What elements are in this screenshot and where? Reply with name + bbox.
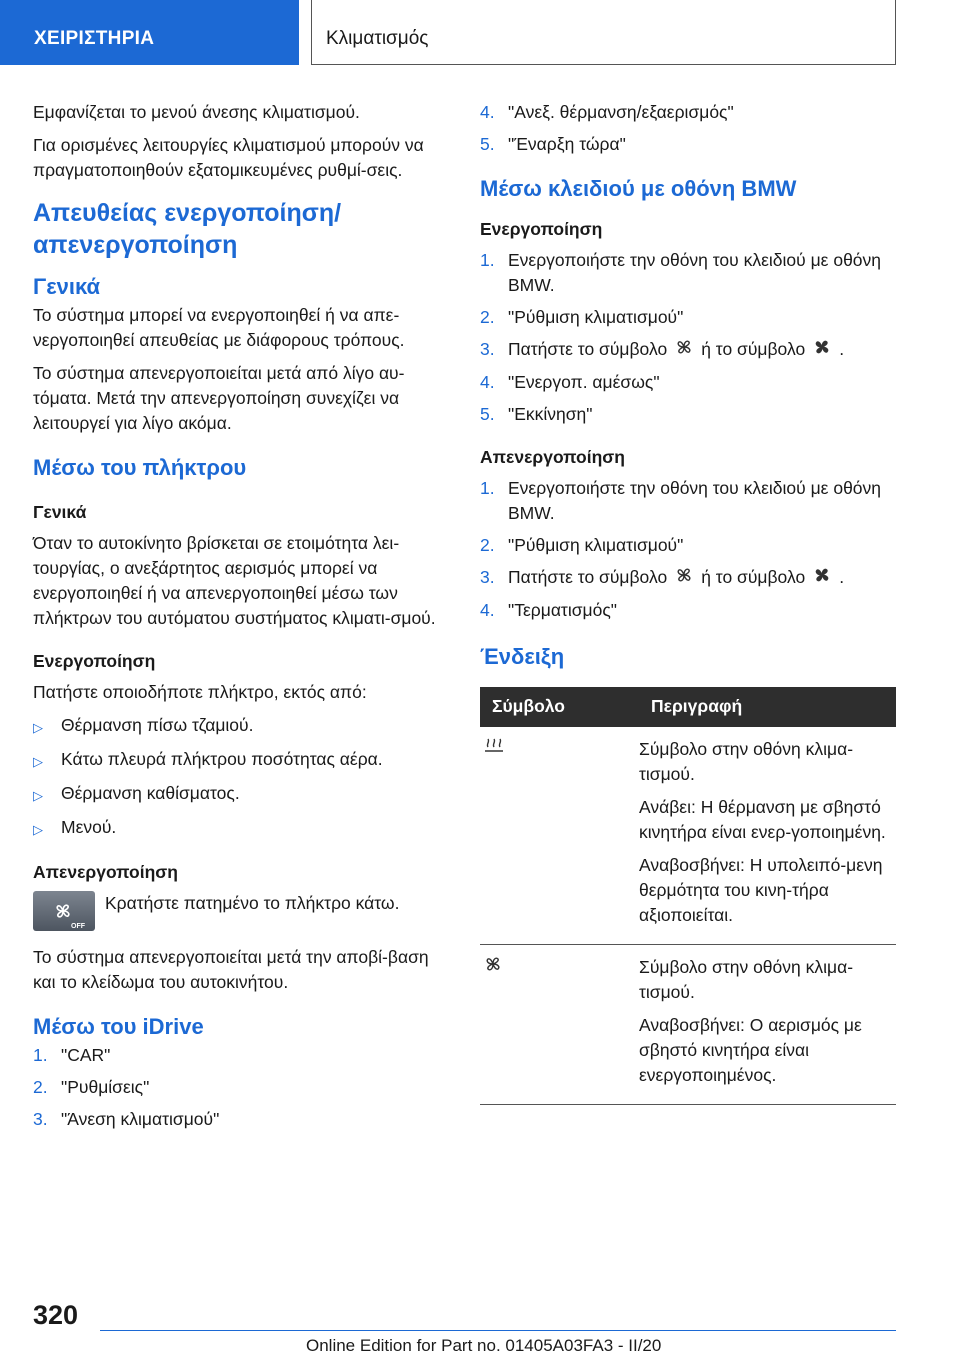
bullet-item [33, 747, 449, 774]
subsection-heading: Γενικά [33, 274, 101, 299]
step-list [480, 476, 896, 623]
intro-text: Για ορισμένες λειτουργίες κλιματισμού μπορούν να πραγματοποιηθούν εξατομικευμένες ρυθμί-σεις. [33, 135, 424, 180]
step-text: "Ρυθμίσεις" [61, 1077, 150, 1097]
paragraph: Το σύστημα απενεργοποιείται μετά την αποβί-βαση και το κλείδωμα του αυτοκινήτου. [33, 947, 429, 992]
step-item [480, 305, 896, 330]
step-text-pre: Πατήστε το σύμβολο [508, 566, 668, 587]
bullet-list [33, 713, 449, 842]
label-heading: Απενεργοποίηση [33, 862, 178, 882]
right-column [480, 100, 896, 1105]
bullet-item [33, 781, 449, 808]
ventilation-icon [484, 957, 502, 977]
step-number: 5. [480, 134, 495, 154]
chapter-title: Κλιματισμός [311, 0, 896, 65]
description-cell [639, 727, 896, 945]
step-text: "Εκκίνηση" [508, 403, 593, 424]
step-text [508, 565, 844, 591]
ventilation-active-icon [813, 566, 831, 591]
step-text: "CAR" [61, 1045, 111, 1065]
label-heading: Απενεργοποίηση [480, 446, 625, 467]
bullet-item [33, 713, 449, 740]
step-item [480, 565, 896, 591]
bullet-marker: ▷ [33, 822, 43, 837]
step-number: 3. [33, 1109, 48, 1129]
step-number: 4. [480, 371, 495, 392]
step-text: "Έναρξη τώρα" [508, 134, 626, 154]
bullet-marker: ▷ [33, 788, 43, 803]
paragraph: Το σύστημα απενεργοποιείται μετά από λίγο αυ-τόματα. Μετά την απενεργοποίηση συνεχίζει να λειτουργεί για λίγο ακόμα. [33, 363, 405, 433]
step-list [480, 248, 896, 427]
fan-icon [53, 901, 73, 921]
step-text: "Ρύθμιση κλιματισμού" [508, 534, 684, 555]
step-text: Ενεργοποιήστε την οθόνη του κλειδιού με οθόνη BMW. [508, 250, 882, 295]
step-item [480, 370, 896, 395]
edition-text: Online Edition for Part no. 01405A03FA3 - II/20 [306, 1336, 662, 1355]
label-heading: Ενεργοποίηση [480, 219, 603, 239]
bullet-text: Κάτω πλευρά πλήκτρου ποσότητας αέρα. [61, 749, 383, 769]
description-line: Αναβοσβήνει: Η υπολειπό-μενη θερμότητα του κινη-τήρα αξιοποιείται. [639, 854, 883, 925]
step-number: 5. [480, 403, 495, 424]
ventilation-icon [675, 338, 693, 363]
bullet-item [33, 815, 449, 842]
symbol-cell [480, 727, 639, 945]
subsection-heading: Μέσω του iDrive [33, 1014, 204, 1039]
subsection-heading: Ένδειξη [480, 643, 565, 669]
step-item [480, 132, 896, 157]
symbol-table [480, 687, 896, 1105]
description-line: Ανάβει: Η θέρμανση με σβηστό κινητήρα είναι ενερ-γοποιημένη. [639, 796, 886, 842]
ventilation-active-icon [813, 338, 831, 363]
step-text [508, 337, 844, 363]
bullet-marker: ▷ [33, 720, 43, 735]
step-item [480, 337, 896, 363]
bullet-marker: ▷ [33, 754, 43, 769]
bullet-text: Θέρμανση πίσω τζαμιού. [61, 715, 254, 735]
step-number: 3. [480, 566, 495, 587]
symbol-cell [480, 944, 639, 1104]
step-text-mid: ή το σύμβολο [701, 339, 806, 359]
off-label: OFF [71, 923, 85, 930]
step-text: "Τερματισμός" [508, 599, 617, 620]
heating-icon [484, 739, 504, 759]
paragraph: Το σύστημα μπορεί να ενεργοποιηθεί ή να απε-νεργοποιηθεί απευθείας με διάφορους τρόπους. [33, 305, 405, 350]
step-item [33, 1075, 449, 1100]
left-column [33, 100, 449, 1139]
table-row [480, 727, 896, 945]
step-text-post: . [839, 339, 845, 359]
bullet-text: Μενού. [61, 817, 117, 837]
step-number: 4. [480, 599, 495, 620]
step-number: 3. [480, 339, 495, 359]
step-list [480, 100, 896, 157]
step-item [480, 248, 896, 298]
label-heading: Γενικά [33, 502, 87, 522]
step-number: 2. [480, 307, 495, 327]
step-text: "Ενεργοπ. αμέσως" [508, 371, 660, 392]
subsection-heading: Μέσω του πλήκτρου [33, 455, 247, 480]
step-item [33, 1107, 449, 1132]
ventilation-icon [675, 566, 693, 591]
paragraph: Όταν το αυτοκίνητο βρίσκεται σε ετοιμότητα λει-τουργίας, ο ανεξάρτητος αερισμός μπορεί να ενεργοποιηθεί ή να απενεργοποιηθεί μέσω των πλήκτρων του αυτόματου συστήματος κλιματι-σμού. [33, 533, 436, 628]
step-text: "Ρύθμιση κλιματισμού" [508, 307, 684, 327]
key-instruction [33, 891, 449, 931]
step-item [33, 1043, 449, 1068]
step-text: "Άνεση κλιματισμού" [61, 1109, 220, 1129]
step-item [480, 476, 896, 526]
description-cell [639, 944, 896, 1104]
table-header-description: Περιγραφή [639, 687, 896, 727]
step-number: 2. [33, 1077, 48, 1097]
step-text: Ενεργοποιήστε την οθόνη του κλειδιού με οθόνη BMW. [508, 477, 882, 523]
step-item [480, 402, 896, 427]
description-line: Σύμβολο στην οθόνη κλιμα-τισμού. [639, 956, 854, 1002]
step-text-post: . [839, 566, 845, 587]
paragraph: Πατήστε οποιοδήποτε πλήκτρο, εκτός από: [33, 682, 367, 702]
fan-off-key-image [33, 891, 95, 931]
section-tab: ΧΕΙΡΙΣΤΗΡΙΑ [0, 0, 299, 65]
table-row [480, 944, 896, 1104]
description-line: Σύμβολο στην οθόνη κλιμα-τισμού. [639, 738, 854, 784]
step-number: 1. [480, 477, 495, 498]
step-number: 2. [480, 534, 495, 555]
label-heading: Ενεργοποίηση [33, 651, 156, 671]
subsection-heading: Μέσω κλειδιού με οθόνη BMW [480, 176, 797, 201]
step-number: 1. [33, 1045, 48, 1065]
page-number: 320 [33, 1300, 79, 1330]
intro-text: Εμφανίζεται το μενού άνεσης κλιματισμού. [33, 102, 360, 122]
step-number: 4. [480, 102, 495, 122]
step-item [480, 598, 896, 623]
step-item [480, 533, 896, 558]
footer-divider [100, 1330, 896, 1331]
section-heading: Απευθείας ενεργοποίηση/ απενεργοποίηση [33, 199, 342, 259]
step-list [33, 1043, 449, 1132]
step-number: 1. [480, 250, 495, 270]
bullet-text: Θέρμανση καθίσματος. [61, 783, 240, 803]
paragraph: Κρατήστε πατημένο το πλήκτρο κάτω. [105, 893, 400, 913]
description-line: Αναβοσβήνει: Ο αερισμός με σβηστό κινητήρα είναι ενεργοποιημένος. [639, 1014, 862, 1085]
step-item [480, 100, 896, 125]
step-text-pre: Πατήστε το σύμβολο [508, 339, 668, 359]
step-text-mid: ή το σύμβολο [701, 566, 806, 587]
step-text: "Ανεξ. θέρμανση/εξαερισμός" [508, 102, 734, 122]
table-header-symbol: Σύμβολο [480, 687, 639, 727]
